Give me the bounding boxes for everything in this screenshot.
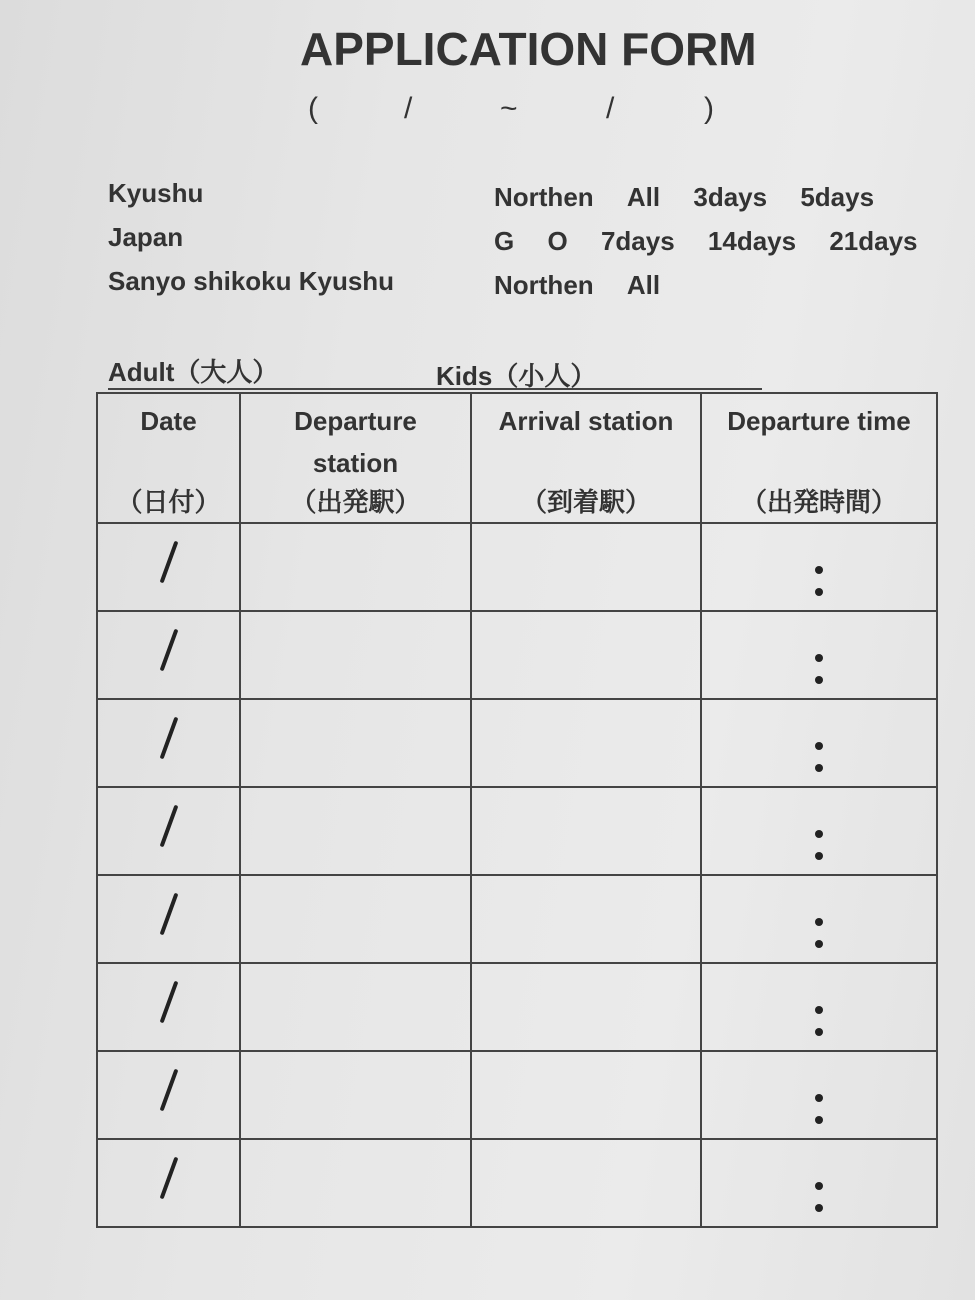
date-range-separator-start: / [404,92,413,125]
time-colon-mark [815,1006,823,1036]
date-slash-mark [159,717,178,760]
table-row [97,1051,937,1139]
table-row [97,1139,937,1227]
pass-options [494,182,900,213]
date-slash-mark [159,541,178,584]
time-colon-mark [815,918,823,948]
arrival-station-cell[interactable] [471,1051,701,1139]
date-slash-mark [159,1157,178,1200]
header-label: Arrival station [498,406,674,436]
table-row [97,963,937,1051]
date-cell[interactable] [97,523,240,611]
pass-name: Sanyo shikoku Kyushu [108,266,395,296]
arrival-station-cell[interactable] [471,611,701,699]
table-row [97,523,937,611]
pass-option[interactable]: 21days [829,226,918,256]
form-title: APPLICATION FORM [300,23,757,75]
departure-station-cell[interactable] [240,1051,471,1139]
arrival-station-cell[interactable] [471,787,701,875]
pass-option[interactable]: 14days [707,226,797,256]
departure-station-cell[interactable] [240,1139,471,1227]
time-colon-mark [815,654,823,684]
date-cell[interactable] [97,1051,240,1139]
date-range-field[interactable] [0,92,975,132]
departure-time-cell[interactable] [701,699,937,787]
pass-name: Japan [108,222,184,252]
departure-station-cell[interactable] [240,523,471,611]
arrival-station-cell[interactable] [471,1139,701,1227]
itinerary-table [96,392,938,1228]
pass-options [494,226,944,257]
table-row [97,787,937,875]
date-range-open: ( [308,92,318,125]
date-range-tilde: ~ [500,92,518,125]
arrival-station-cell[interactable] [471,523,701,611]
time-colon-mark [815,742,823,772]
header-arrival-station [471,393,701,523]
departure-time-cell[interactable] [701,963,937,1051]
departure-station-cell[interactable] [240,611,471,699]
header-label-jp: （出発駅） [290,487,421,517]
pass-option[interactable]: Northen [494,270,594,300]
header-label-jp: （出発時間） [740,487,897,517]
departure-time-cell[interactable] [701,1139,937,1227]
arrival-station-cell[interactable] [471,699,701,787]
departure-time-cell[interactable] [701,523,937,611]
time-colon-mark [815,1094,823,1124]
date-slash-mark [159,981,178,1024]
arrival-station-cell[interactable] [471,963,701,1051]
time-colon-mark [815,1182,823,1212]
date-cell[interactable] [97,963,240,1051]
passenger-count-line [108,348,762,390]
pass-option[interactable]: G [494,226,515,256]
kids-count-field[interactable]: Kids（小人） [436,361,597,391]
arrival-station-cell[interactable] [471,875,701,963]
pass-row-sanyo-shikoku-kyushu [108,266,938,310]
pass-option[interactable]: All [626,270,661,300]
departure-time-cell[interactable] [701,1051,937,1139]
pass-option[interactable]: 3days [693,182,768,212]
table-header-row [97,393,937,523]
departure-station-cell[interactable] [240,787,471,875]
date-range-close: ) [704,92,714,125]
date-cell[interactable] [97,699,240,787]
table-row [97,875,937,963]
pass-options [494,270,686,301]
departure-time-cell[interactable] [701,611,937,699]
date-range-separator-end: / [606,92,615,125]
pass-row-kyushu [108,178,938,222]
departure-station-cell[interactable] [240,963,471,1051]
time-colon-mark [815,830,823,860]
header-departure-time [701,393,937,523]
table-row [97,699,937,787]
adult-count-field[interactable]: Adult（大人） [108,357,279,387]
pass-option[interactable]: 5days [800,182,875,212]
departure-station-cell[interactable] [240,699,471,787]
departure-station-cell[interactable] [240,875,471,963]
date-slash-mark [159,805,178,848]
date-slash-mark [159,629,178,672]
time-colon-mark [815,566,823,596]
header-label: Date [140,406,197,436]
pass-option[interactable]: 7days [600,226,675,256]
departure-time-cell[interactable] [701,787,937,875]
header-label-jp: （日付） [116,487,221,517]
pass-option[interactable]: All [626,182,661,212]
header-label: Departure station [294,406,417,478]
table-row [97,611,937,699]
header-label: Departure time [727,406,911,436]
pass-selection [108,178,938,310]
pass-row-japan [108,222,938,266]
date-slash-mark [159,1069,178,1112]
date-cell[interactable] [97,1139,240,1227]
header-departure-station [240,393,471,523]
pass-name: Kyushu [108,178,204,208]
date-cell[interactable] [97,611,240,699]
date-slash-mark [159,893,178,936]
header-date [97,393,240,523]
date-cell[interactable] [97,875,240,963]
header-label-jp: （到着駅） [520,487,651,517]
date-cell[interactable] [97,787,240,875]
departure-time-cell[interactable] [701,875,937,963]
pass-option[interactable]: O [547,226,568,256]
pass-option[interactable]: Northen [494,182,594,212]
